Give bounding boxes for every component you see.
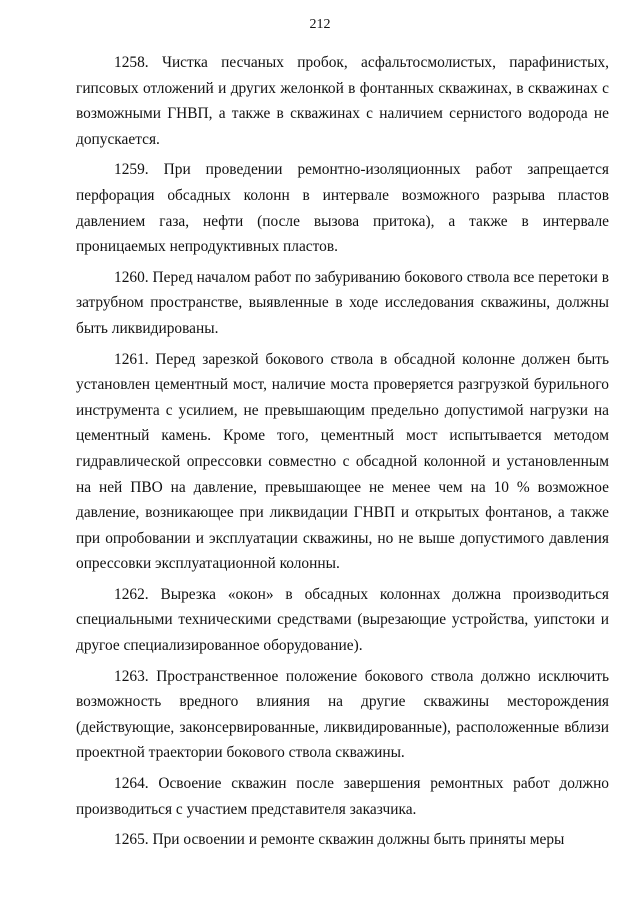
- paragraph-1265: 1265. При освоении и ремонте скважин должны быть приняты меры: [114, 831, 565, 849]
- paragraph-1261: 1261. Перед зарезкой бокового ствола в обсадной колонне должен быть установлен цементный мост, наличие моста проверяется разгрузкой бурильного инструмента с усилием, не превышающим предельно допустимой нагрузки на цементный камень. Кроме того, цементный мост испытывается методом гидравлической опрессовки совместно с обсадной колонной и установленным на ней ПВО на давление, превышающее не менее чем на 10 % возможное давление, возникающее при ликвидации ГНВП и открытых фонтанов, а также при опробовании и эксплуатации скважины, но не выше допустимого давления опрессовки эксплуатационной колонны.: [76, 350, 609, 573]
- paragraph-1258: 1258. Чистка песчаных пробок, асфальтосмолистых, парафинистых, гипсовых отложений и других желонкой в фонтанных скважинах, в скважинах с возможными ГНВП, а также в скважинах с наличием сернистого водорода не допускается.: [76, 54, 609, 148]
- paragraph-1263: 1263. Пространственное положение бокового ствола должно исключить возможность вредного влияния на другие скважины месторождения (действующие, законсервированные, ликвидированные), расположенные вблизи проектной траектории бокового ствола скважины.: [76, 667, 609, 762]
- page-number: 212: [309, 17, 331, 32]
- paragraph-1260: 1260. Перед началом работ по забуриванию бокового ствола все перетоки в затрубном пространстве, выявленные в ходе исследования скважины, должны быть ликвидированы.: [76, 268, 609, 337]
- paragraph-1262: 1262. Вырезка «окон» в обсадных колоннах должна производиться специальными техническими средствами (вырезающие устройства, уипстоки и другое специализированное оборудование).: [76, 585, 609, 655]
- paragraph-1259: 1259. При проведении ремонтно-изоляционных работ запрещается перфорация обсадных колонн в интервале возможного разрыва пластов давлением газа, нефти (после вызова притока), а также в интервале проницаемых непродуктивных пластов.: [76, 161, 609, 256]
- paragraph-1264: 1264. Освоение скважин после завершения ремонтных работ должно производиться с участием представителя заказчика.: [76, 775, 609, 818]
- document-body: [76, 50, 609, 858]
